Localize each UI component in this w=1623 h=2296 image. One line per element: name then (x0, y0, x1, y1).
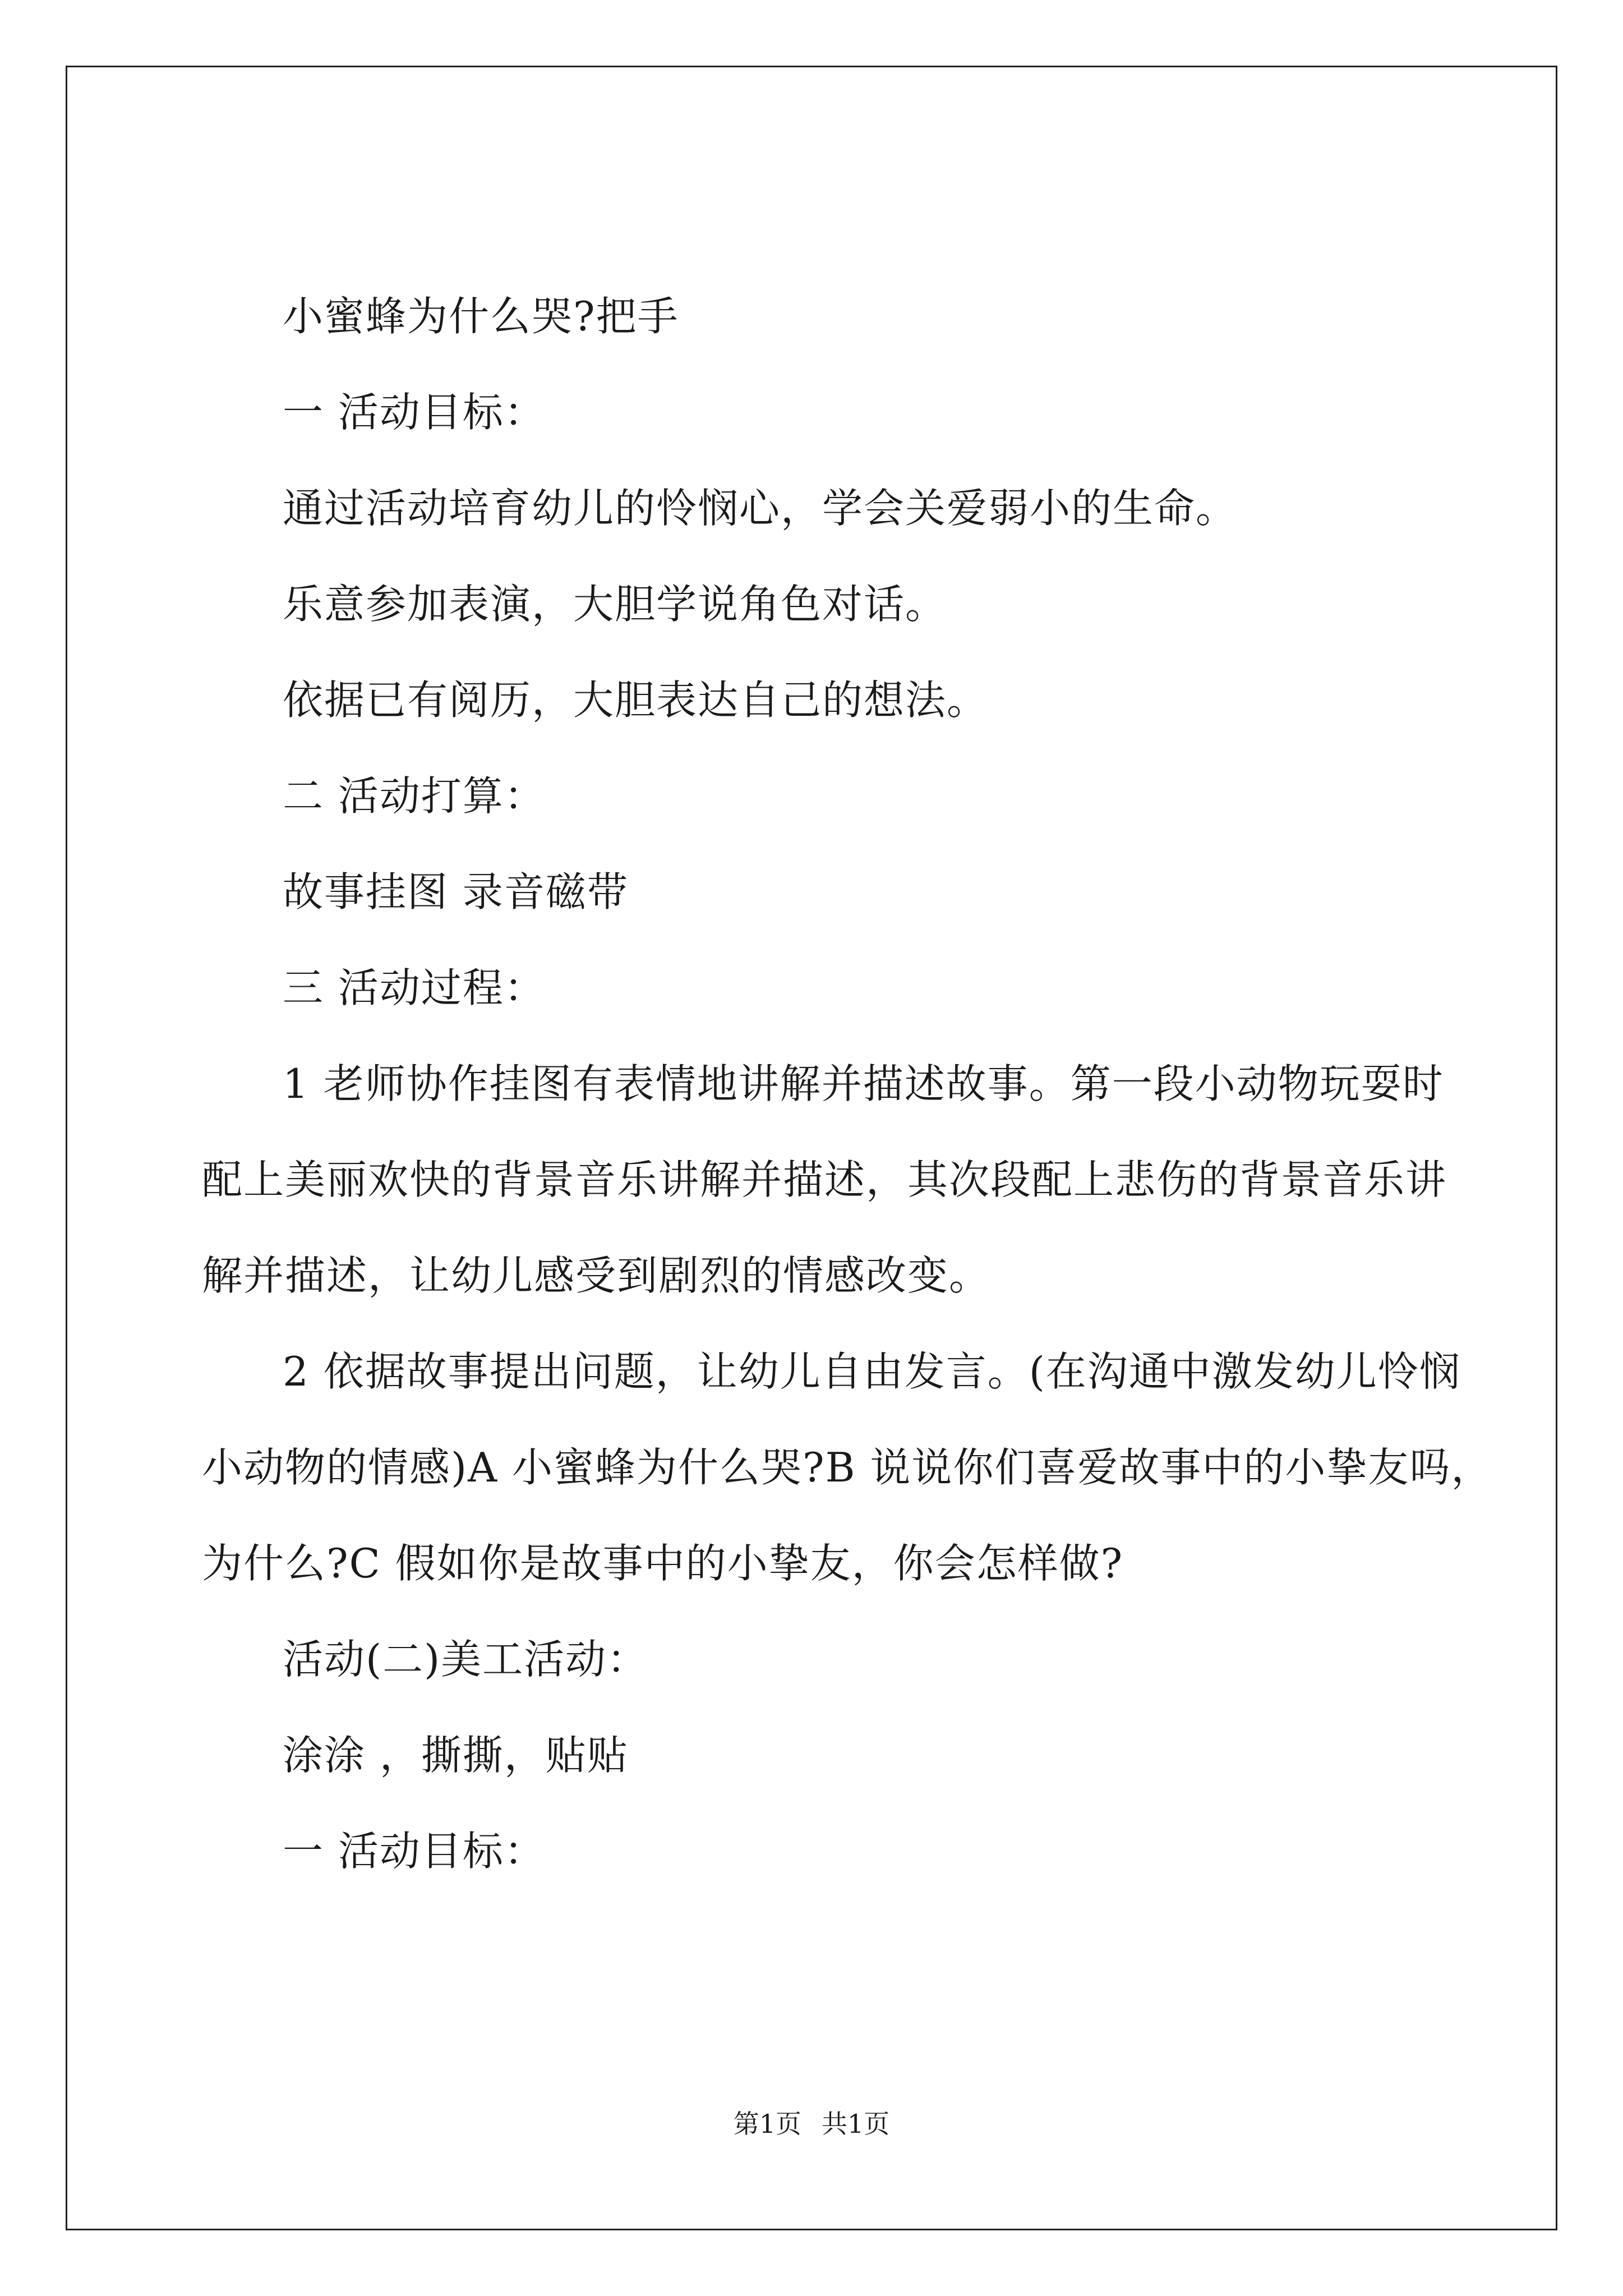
paragraph-line: 小动物的情感)A 小蜜蜂为什么哭?B 说说你们喜爱故事中的小挚友吗， (202, 1444, 1493, 1491)
paragraph: 依据已有阅历，大胆表达自己的想法。 (283, 677, 989, 724)
page-number: 第1页 (733, 2109, 801, 2139)
paragraph-line: 配上美丽欢快的背景音乐讲解并描述，其次段配上悲伤的背景音乐讲 (202, 1156, 1447, 1203)
page-frame (66, 66, 1557, 2230)
paragraph: 涂涂 ，撕撕，贴贴 (283, 1732, 629, 1779)
paragraph-line: 为什么?C 假如你是故事中的小挚友，你会怎样做? (202, 1540, 1124, 1587)
paragraph-title: 小蜜蜂为什么哭?把手 (283, 293, 679, 340)
paragraph-heading-goals-2: 一 活动目标： (283, 1828, 546, 1875)
paragraph: 通过活动培育幼儿的怜悯心，学会关爱弱小的生命。 (283, 485, 1238, 532)
paragraph: 乐意参加表演，大胆学说角色对话。 (283, 581, 947, 628)
paragraph-line: 解并描述，让幼儿感受到剧烈的情感改变。 (202, 1252, 991, 1299)
paragraph: 故事挂图 录音磁带 (283, 868, 629, 915)
paragraph-line: 2 依据故事提出问题，让幼儿自由发言。(在沟通中激发幼儿怜悯 (283, 1348, 1461, 1395)
paragraph-line: 1 老师协作挂图有表情地讲解并描述故事。第一段小动物玩耍时 (283, 1060, 1444, 1107)
paragraph-heading-prep: 二 活动打算： (283, 772, 546, 820)
document-body (67, 67, 1556, 2229)
page-footer (67, 2107, 1556, 2141)
paragraph-heading-goals: 一 活动目标： (283, 389, 546, 436)
paragraph-heading-process: 三 活动过程： (283, 964, 546, 1011)
paragraph-heading-activity2: 活动(二)美工活动： (283, 1636, 649, 1683)
page-total: 共1页 (822, 2109, 890, 2139)
